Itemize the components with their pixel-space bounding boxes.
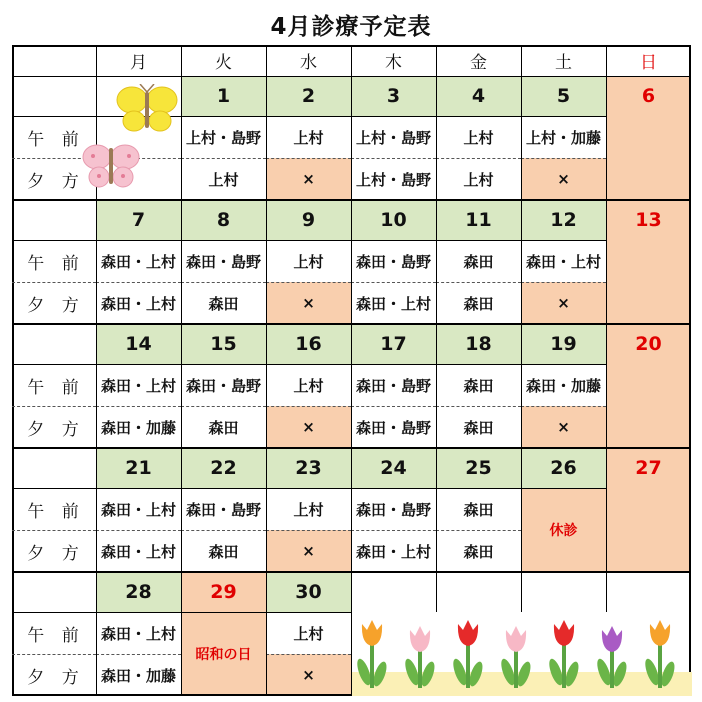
grid-line (521, 45, 522, 612)
dashed-divider (436, 530, 521, 531)
am-cell: 森田 (463, 376, 494, 395)
dashed-divider (266, 282, 351, 283)
day-number: 25 (436, 448, 521, 488)
session-label-am: 午 前 (27, 129, 85, 150)
closed-mark: × (266, 406, 351, 448)
weekday-header: 木 (385, 53, 402, 73)
pm-cell: 森田・上村 (355, 542, 431, 561)
am-cell: 上村 (293, 500, 324, 519)
pm-cell: 上村 (208, 170, 239, 189)
page-title: 4月診療予定表 (270, 14, 432, 40)
am-cell: 森田・島野 (355, 376, 431, 395)
day-number: 30 (266, 572, 351, 612)
pm-cell: 森田・上村 (355, 294, 431, 313)
dashed-divider (351, 158, 436, 159)
dashed-divider (351, 530, 436, 531)
day-number: 22 (181, 448, 266, 488)
butterfly-yellow-icon (112, 84, 182, 136)
day-number: 27 (635, 457, 662, 479)
weekday-header: 土 (555, 53, 572, 73)
day-number: 12 (521, 200, 606, 240)
pm-cell: 森田 (463, 542, 494, 561)
am-cell: 上村 (293, 376, 324, 395)
day-number: 14 (96, 324, 181, 364)
closed-mark: × (266, 282, 351, 324)
pm-cell: 森田 (208, 418, 239, 437)
pm-cell: 森田・島野 (355, 418, 431, 437)
day-number: 5 (521, 76, 606, 116)
tulips-icon (352, 612, 692, 696)
dashed-divider (351, 282, 436, 283)
day-number: 15 (181, 324, 266, 364)
am-cell: 森田・加藤 (525, 376, 601, 395)
pm-cell: 上村 (463, 170, 494, 189)
dashed-divider (181, 530, 266, 531)
dashed-divider (12, 406, 96, 407)
closed-mark: × (521, 406, 606, 448)
day-number: 26 (521, 448, 606, 488)
dashed-divider (181, 158, 266, 159)
dashed-divider (436, 282, 521, 283)
closed-mark: × (266, 530, 351, 572)
session-label-am: 午 前 (27, 253, 85, 274)
day-number: 6 (641, 85, 656, 107)
session-label-pm: 夕 方 (27, 543, 85, 564)
dashed-divider (96, 654, 181, 655)
am-cell: 森田 (463, 252, 494, 271)
session-label-pm: 夕 方 (27, 419, 85, 440)
dashed-divider (521, 158, 606, 159)
am-cell: 森田・上村 (525, 252, 601, 271)
dashed-divider (96, 282, 181, 283)
am-cell: 森田・島野 (355, 252, 431, 271)
am-cell: 森田・上村 (100, 624, 176, 643)
closed-cell: 休診 (521, 488, 606, 572)
day-number: 2 (266, 76, 351, 116)
day-number: 8 (181, 200, 266, 240)
dashed-divider (521, 406, 606, 407)
grid-line (266, 45, 267, 696)
day-number: 9 (266, 200, 351, 240)
am-cell: 上村 (293, 128, 324, 147)
day-number: 13 (635, 209, 662, 231)
grid-line (351, 45, 352, 696)
grid-line (689, 45, 691, 696)
session-label-am: 午 前 (27, 377, 85, 398)
day-number: 16 (266, 324, 351, 364)
pm-cell: 森田・加藤 (100, 666, 176, 685)
day-number: 10 (351, 200, 436, 240)
am-cell: 森田 (463, 500, 494, 519)
day-number: 29 (181, 572, 266, 612)
pm-cell: 森田 (208, 294, 239, 313)
am-cell: 森田・上村 (100, 376, 176, 395)
grid-line (436, 45, 437, 612)
session-label-pm: 夕 方 (27, 295, 85, 316)
am-cell: 森田・上村 (100, 252, 176, 271)
dashed-divider (12, 530, 96, 531)
dashed-divider (436, 158, 521, 159)
pm-cell: 森田 (463, 418, 494, 437)
day-number: 24 (351, 448, 436, 488)
am-cell: 上村 (463, 128, 494, 147)
dashed-divider (12, 654, 96, 655)
day-number: 23 (266, 448, 351, 488)
day-number: 28 (96, 572, 181, 612)
am-cell: 森田・島野 (185, 252, 261, 271)
session-label-am: 午 前 (27, 625, 85, 646)
day-number: 3 (351, 76, 436, 116)
weekday-header: 水 (300, 53, 317, 73)
session-label-pm: 夕 方 (27, 667, 85, 688)
dashed-divider (521, 282, 606, 283)
grid-line (12, 116, 606, 117)
session-label-am: 午 前 (27, 501, 85, 522)
grid-line (12, 488, 606, 489)
pm-cell: 森田・加藤 (100, 418, 176, 437)
closed-mark: × (266, 158, 351, 200)
am-cell: 上村・加藤 (525, 128, 601, 147)
grid-line (12, 45, 14, 696)
day-number: 1 (181, 76, 266, 116)
day-number: 11 (436, 200, 521, 240)
weekday-header: 月 (130, 53, 147, 73)
am-cell: 上村・島野 (185, 128, 261, 147)
am-cell: 森田・島野 (355, 500, 431, 519)
am-cell: 上村 (293, 252, 324, 271)
am-cell: 上村 (293, 624, 324, 643)
day-number: 19 (521, 324, 606, 364)
am-cell: 森田・島野 (185, 376, 261, 395)
dashed-divider (181, 282, 266, 283)
day-number: 7 (96, 200, 181, 240)
am-cell: 森田・上村 (100, 500, 176, 519)
day-number: 17 (351, 324, 436, 364)
dashed-divider (96, 406, 181, 407)
dashed-divider (351, 406, 436, 407)
dashed-divider (181, 406, 266, 407)
pm-cell: 森田・上村 (100, 542, 176, 561)
day-number: 20 (635, 333, 662, 355)
weekday-header: 日 (640, 53, 657, 73)
grid-line (12, 240, 606, 241)
pm-cell: 森田 (463, 294, 494, 313)
closed-mark: × (266, 654, 351, 696)
grid-line (606, 45, 607, 612)
weekday-header: 火 (215, 53, 232, 73)
pm-cell: 森田・上村 (100, 294, 176, 313)
session-label-pm: 夕 方 (27, 171, 85, 192)
dashed-divider (436, 406, 521, 407)
am-cell: 森田・島野 (185, 500, 261, 519)
dashed-divider (266, 654, 351, 655)
holiday-cell: 昭和の日 (181, 612, 266, 696)
dashed-divider (266, 158, 351, 159)
grid-line (12, 364, 606, 365)
day-number: 18 (436, 324, 521, 364)
am-cell: 上村・島野 (355, 128, 431, 147)
butterfly-pink-icon (80, 142, 142, 192)
weekday-header: 金 (470, 53, 487, 73)
dashed-divider (266, 406, 351, 407)
grid-line (181, 45, 182, 696)
dashed-divider (12, 282, 96, 283)
closed-mark: × (521, 282, 606, 324)
closed-mark: × (521, 158, 606, 200)
day-number: 21 (96, 448, 181, 488)
day-number: 4 (436, 76, 521, 116)
dashed-divider (266, 530, 351, 531)
pm-cell: 森田 (208, 542, 239, 561)
dashed-divider (96, 530, 181, 531)
pm-cell: 上村・島野 (355, 170, 431, 189)
